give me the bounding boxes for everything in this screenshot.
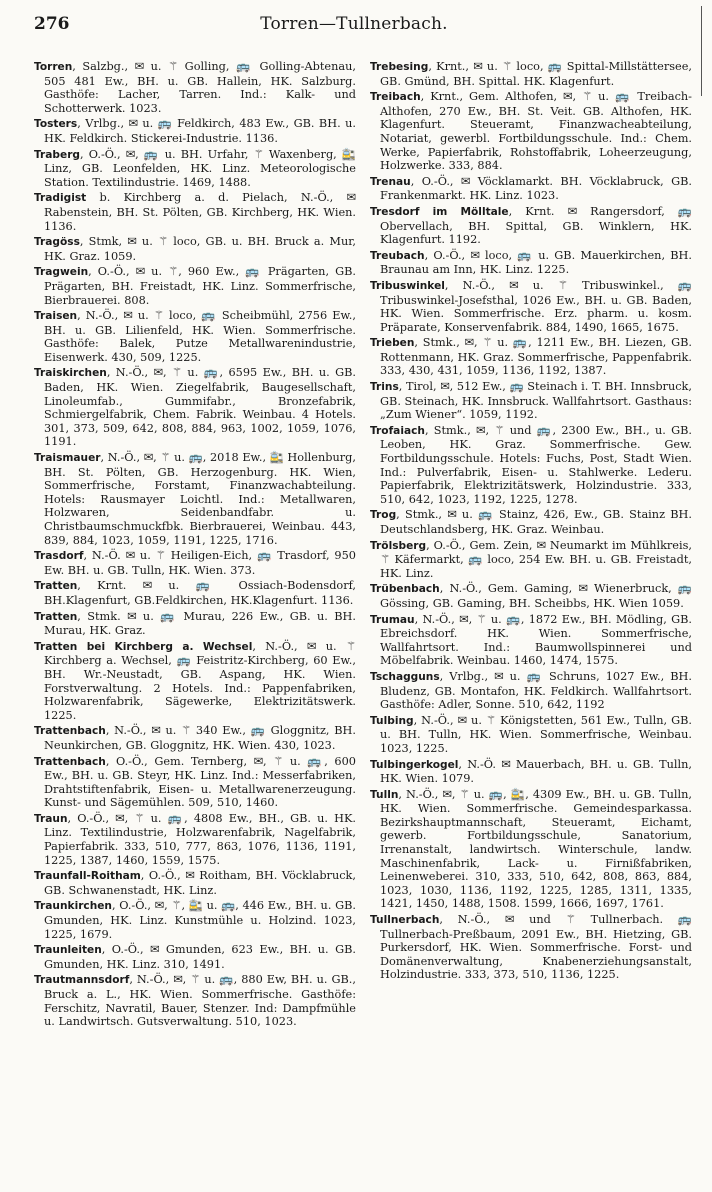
- entry-text: , N.-Ö. ✉ Mauerbach, BH. u. GB. Tulln, HK. Wien. 1079.: [380, 757, 692, 786]
- gazetteer-entry: [370, 788, 692, 911]
- entry-text: , N.-Ö., ✉ u. ⚚ 340 Ew., 🚌 Gloggnitz, BH. Neunkirchen, GB. Gloggnitz, HK. Wien. 430, 1023.: [44, 724, 356, 752]
- entry-text: , Krnt. ✉ u. 🚌 Ossiach-Bodensdorf, BH.Klagenfurt, GB.Feldkirchen, HK.Klagenfurt. 1136.: [44, 579, 356, 607]
- left-column: [34, 60, 356, 1031]
- entry-text: , Stmk., ✉, ⚚ und 🚌, 2300 Ew., BH., u. GB. Leoben, HK. Graz. Sommerfrische. Gew. Fortbildungsschule. Hotels: Fuchs, Post, Stadt Wien. Ind.: Pulverfabrik, Eisen- u. Stahlwerke. Lederu. Papierfabrik, Elektrizitätswerk, Holzindustrie. 333, 510, 642, 1023, 1192, 1225, 1278.: [380, 423, 692, 506]
- entry-headword: Tribuswinkel: [370, 279, 445, 292]
- entry-headword: Trumau: [370, 613, 415, 626]
- entry-text: , Stmk., ✉, ⚚ u. 🚌, 1211 Ew., BH. Liezen, GB. Rottenmann, HK. Graz. Sommerfrische, Pappenfabrik. 333, 430, 431, 1059, 1136, 1192, 1387.: [380, 336, 692, 378]
- entry-headword: Traisen: [34, 310, 78, 323]
- gazetteer-entry: [34, 640, 356, 723]
- entry-text: , Krnt., ✉ u. ⚚ loco, 🚌 Spittal-Millstättersee, GB. Gmünd, BH. Spittal. HK. Klagenfurt.: [380, 60, 692, 88]
- entry-text: , O.-Ö., ✉ Roitham, BH. Vöcklabruck, GB. Schwanenstadt, HK. Linz.: [44, 869, 356, 897]
- gazetteer-entry: [34, 755, 356, 810]
- entry-text: , N.-Ö., Gem. Gaming, ✉ Wienerbruck, 🚌 Gössing, GB. Gaming, BH. Scheibbs, HK. Wien 1059.: [380, 582, 692, 610]
- entry-text: , N.-Ö., ✉ u. ⚚ Kirchberg a. Wechsel, 🚌 Feistritz-Kirchberg, 60 Ew., BH. Wr.-Neustadt, GB. Aspang, HK. Wien. Forstverwaltung. 2 Hotels. Ind.: Pappenfabriken, Holzwarenfabrik, Sägewerke, Elektrizitätswerk. 1225.: [44, 639, 356, 722]
- entry-headword: Trasdorf: [34, 550, 84, 563]
- gazetteer-entry: [34, 549, 356, 577]
- gazetteer-entry: [34, 60, 356, 115]
- gazetteer-entry: [34, 943, 356, 971]
- entry-text: , O.-Ö., Gem. Ternberg, ✉, ⚚ u. 🚌, 600 Ew., BH. u. GB. Steyr, HK. Linz. Ind.: Messerfabriken, Drahtstiftenfabrik, Eisen- u. Metallwarenerzeugung. Kunst- und Sägemühlen. 509, 510, 1460.: [44, 754, 356, 810]
- entry-text: , Stmk., ✉ u. 🚌 Stainz, 426, Ew., GB. Stainz BH. Deutschlandsberg, HK. Graz. Weinbau.: [380, 508, 692, 536]
- entry-headword: Trog: [370, 509, 397, 522]
- entry-text: , O.-Ö., Gem. Zein, ✉ Neumarkt im Mühlkreis, ⚚ Käfermarkt, 🚌 loco, 254 Ew. BH. u. GB. Freistadt, HK. Linz.: [380, 538, 692, 580]
- entry-text: , Salzbg., ✉ u. ⚚ Golling, 🚌 Golling-Abtenau, 505 481 Ew., BH. u. GB. Hallein, HK. Salzburg. Gasthöfe: Lacher, Tarren. Ind.: Kalk- und Schotterwerk. 1023.: [44, 60, 356, 115]
- right-column: [370, 60, 692, 1031]
- entry-text: , O.-Ö., ✉ loco, 🚌 u. GB. Mauerkirchen, BH. Braunau am Inn, HK. Linz. 1225.: [380, 248, 692, 277]
- entry-headword: Trins: [370, 381, 399, 394]
- entry-headword: Trieben: [370, 337, 415, 350]
- gazetteer-entry: [370, 205, 692, 247]
- gazetteer-entry: [34, 366, 356, 449]
- entry-text: , O.-Ö., ✉ Gmunden, 623 Ew., BH. u. GB. Gmunden, HK. Linz. 310, 1491.: [44, 943, 356, 971]
- gazetteer-entry: [34, 148, 356, 190]
- entry-text: , N.-Ö., ✉ u. ⚚ Königstetten, 561 Ew., Tulln, GB. u. BH. Tulln, HK. Wien. Sommerfrische, Weinbau. 1023, 1225.: [380, 713, 692, 755]
- entry-headword: Trenau: [370, 175, 411, 188]
- gazetteer-entry: [370, 60, 692, 88]
- entry-headword: Tullnerbach: [370, 914, 440, 927]
- entry-headword: Treibach: [370, 91, 421, 104]
- entry-text: , N.-Ö. ✉ u. ⚚ Heiligen-Eich, 🚌 Trasdorf, 950 Ew. BH. u. GB. Tulln, HK. Wien. 373.: [44, 549, 356, 577]
- entry-text: , O.-Ö., ✉, ⚚ u. 🚌, 4808 Ew., BH., GB. u. HK. Linz. Textilindustrie, Holzwarenfabrik, Nagelfabrik, Papierfabrik. 333, 510, 777, 863, 1076, 1136, 1191, 1225, 1387, 1460, 1559, 1575.: [44, 811, 356, 867]
- gazetteer-entry: [370, 249, 692, 277]
- gazetteer-entry: [370, 508, 692, 536]
- entry-text: , Stmk. ✉ u. 🚌 Murau, 226 Ew., GB. u. BH. Murau, HK. Graz.: [44, 609, 356, 638]
- gazetteer-entry: [370, 90, 692, 173]
- page-header: [34, 14, 694, 44]
- gazetteer-entry: [34, 265, 356, 307]
- entry-text: b. Kirchberg a. d. Pielach, N.-Ö., ✉ Rabenstein, BH. St. Pölten, GB. Kirchberg, HK. Wien. 1136.: [44, 191, 356, 233]
- text-columns: [34, 60, 694, 1031]
- entry-text: , Stmk, ✉ u. ⚚ loco, GB. u. BH. Bruck a. Mur, HK. Graz. 1059.: [44, 235, 356, 263]
- entry-headword: Traun: [34, 812, 68, 825]
- entry-text: , N.-Ö., ✉ und ⚚ Tullnerbach. 🚌 Tullnerbach-Preßbaum, 2091 Ew., BH. Hietzing, GB. Purkersdorf, HK. Wien. Sommerfrische. Forst- und Domänenverwaltung, Knabenerziehungsanstalt, Holzindustrie. 333, 373, 510, 1136, 1225.: [380, 913, 692, 982]
- entry-headword: Torren: [34, 61, 73, 73]
- entry-headword: Trübenbach: [370, 583, 440, 596]
- gazetteer-entry: [34, 235, 356, 263]
- gazetteer-entry: [34, 812, 356, 867]
- entry-headword: Tragwein: [34, 266, 89, 279]
- gazetteer-entry: [34, 309, 356, 364]
- entry-headword: Tulbing: [370, 714, 414, 727]
- entry-headword: Tulln: [370, 788, 399, 801]
- gazetteer-entry: [34, 724, 356, 752]
- entry-text: , Krnt. ✉ Rangersdorf, 🚌 Obervellach, BH. Spittal, GB. Winklern, HK. Klagenfurt. 1192.: [380, 204, 692, 247]
- entry-text: , N.-Ö., ✉ u. ⚚ loco, 🚌 Scheibmühl, 2756 Ew., BH. u. GB. Lilienfeld, HK. Wien. Sommerfrische. Gasthöfe: Balek, Putze Metallwarenindustrie, Eisenwerk. 430, 509, 1225.: [44, 309, 356, 364]
- gazetteer-entry: [370, 670, 692, 712]
- entry-text: , Krnt., Gem. Althofen, ✉, ⚚ u. 🚌 Treibach-Althofen, 270 Ew., BH. St. Veit. GB. Althofen, HK. Klagenfurt. Steueramt, Finanzwacheabteilung, Notariat, gewerbl. Fortbildungsschule. Ind.: Chem. Werke, Papierfabrik, Rohstoffabrik, Loheerzeugung, Holzwerke. 333, 884.: [380, 90, 692, 173]
- entry-headword: Traiskirchen: [34, 367, 107, 380]
- gazetteer-entry: [370, 424, 692, 507]
- entry-text: , O.-Ö., ✉, ⚚, 🚉 u. 🚌, 446 Ew., BH. u. GB. Gmunden, HK. Linz. Kunstmühle u. Holzind. 1023, 1225, 1679.: [44, 899, 356, 941]
- margin-rule: [695, 6, 702, 96]
- entry-headword: Traunleiten: [34, 944, 102, 957]
- entry-headword: Tratten: [34, 610, 78, 623]
- gazetteer-entry: [34, 579, 356, 607]
- gazetteer-entry: [370, 913, 692, 982]
- gazetteer-entry: [370, 380, 692, 422]
- gazetteer-entry: [34, 451, 356, 547]
- entry-headword: Tresdorf im Mölltale: [370, 205, 509, 218]
- gazetteer-entry: [370, 714, 692, 756]
- page-number: 276: [34, 14, 70, 34]
- gazetteer-entry: [370, 582, 692, 610]
- entry-text: , Vrlbg., ✉ u. 🚌 Schruns, 1027 Ew., BH. Bludenz, GB. Montafon, HK. Feldkirch. Wallfahrtsort. Gasthöfe: Adler, Sonne. 510, 642, 1192: [380, 669, 692, 712]
- entry-headword: Tschagguns: [370, 670, 440, 683]
- entry-text: , O.-Ö., ✉ u. ⚚, 960 Ew., 🚌 Prägarten, GB. Prägarten, BH. Freistadt, HK. Linz. Sommerfrische, Bierbrauerei. 808.: [44, 265, 356, 307]
- entry-text: , N.-Ö., ✉, ⚚ u. 🚌, 🚉, 4309 Ew., BH. u. GB. Tulln, HK. Wien. Sommerfrische. Gemeindesparkassa. Bezirkshauptmannschaft, Steueramt, Eichamt, gewerb. Fortbildungsschule, Sanatorium, Irrenanstalt, landwirtsch. Winterschule, landw. Maschinenfabrik, Lack- u. Firnißfabriken, Leinenweberei. 310, 333, 510, 642, 808, 863, 884, 1023, 1030, 1136, 1192, 1225, 1285, 1311, 1335, 1421, 1450, 1488, 1508. 1599, 1666, 1697, 1761.: [380, 787, 692, 911]
- gazetteer-entry: [34, 869, 356, 897]
- entry-text: , Tirol, ✉, 512 Ew., 🚌 Steinach i. T. BH. Innsbruck, GB. Steinach, HK. Innsbruck. Wallfahrtsort. Gasthaus: „Zum Wiener“. 1059, 1192.: [380, 380, 692, 422]
- entry-headword: Tradigist: [34, 192, 87, 205]
- gazetteer-entry: [34, 973, 356, 1028]
- gazetteer-entry: [34, 610, 356, 638]
- entry-headword: Traismauer: [34, 452, 101, 465]
- entry-text: , O.-Ö., ✉, 🚌 u. BH. Urfahr, ⚚ Waxenberg, 🚉 Linz, GB. Leonfelden, HK. Linz. Meteorologische Station. Textilindustrie. 1469, 1488.: [44, 147, 356, 189]
- gazetteer-entry: [370, 279, 692, 334]
- entry-text: , O.-Ö., ✉ Vöcklamarkt. BH. Vöcklabruck, GB. Frankenmarkt. HK. Linz. 1023.: [380, 174, 692, 203]
- entry-headword: Traberg: [34, 148, 81, 161]
- gazetteer-entry: [34, 191, 356, 233]
- entry-text: , N.-Ö., ✉, ⚚ u. 🚌, 880 Ew, BH. u. GB., Bruck a. L., HK. Wien. Sommerfrische. Gasthöfe: Ferschitz, Navratil, Bauer, Stenzer. Ind: Dampfmühle u. Landwirtsch. Gutsverwaltung. 510, 1023.: [44, 973, 356, 1029]
- entry-headword: Trebesing: [370, 61, 429, 73]
- entry-headword: Tratten bei Kirchberg a. Wechsel: [34, 640, 253, 653]
- gazetteer-entry: [34, 117, 356, 145]
- entry-text: , N.-Ö., ✉, ⚚ u. 🚌, 1872 Ew., BH. Mödling, GB. Ebreichsdorf. HK. Wien. Sommerfrische, Wallfahrtsort. Ind.: Baumwollspinnerei und Möbelfabrik. Weinbau. 1460, 1474, 1575.: [380, 612, 692, 668]
- gazetteer-entry: [370, 175, 692, 203]
- entry-headword: Trautmannsdorf: [34, 974, 130, 987]
- entry-headword: Trattenbach: [34, 755, 106, 768]
- entry-headword: Tulbingerkogel: [370, 758, 459, 771]
- entry-text: , N.-Ö., ✉ u. ⚚ Tribuswinkel., 🚌 Tribuswinkel-Josefsthal, 1026 Ew., BH. u. GB. Baden, HK. Wien. Sommerfrische. Erz. pharm. u. kosm. Präparate, Konservenfabrik. 884, 1490, 1665, 1675.: [380, 278, 692, 334]
- gazetteer-entry: [370, 336, 692, 378]
- entry-text: , N.-Ö., ✉, ⚚ u. 🚌, 6595 Ew., BH. u. GB. Baden, HK. Wien. Ziegelfabrik, Baugesellschaft, Linoleumfab., Gummifabr., Bronzefabrik, Schmiergelfabrik, Chem. Fabrik. Weinbau. 4 Hotels. 301, 373, 509, 642, 808, 884, 963, 1002, 1059, 1076, 1191.: [44, 366, 356, 449]
- gazetteer-entry: [370, 613, 692, 668]
- entry-headword: Treubach: [370, 249, 425, 262]
- gazetteer-entry: [370, 758, 692, 786]
- entry-text: , N.-Ö., ✉, ⚚ u. 🚌, 2018 Ew., 🚉 Hollenburg, BH. St. Pölten, GB. Herzogenburg. HK. Wien, Sommerfrische, Forstamt, Finanzwachabteilung. Hotels: Rausmayer Loichtl. Ind.: Metallwaren, Holzwaren, Seidenbandfabr. u. Christbaumschmuckfbk. Bierbrauerei, Weinbau. 443, 839, 884, 1023, 1059, 1191, 1225, 1716.: [44, 451, 356, 547]
- gazetteer-entry: [370, 539, 692, 581]
- entry-headword: Tragöss: [34, 236, 80, 249]
- entry-headword: Traunkirchen: [34, 900, 112, 913]
- running-head: Torren—Tullnerbach.: [260, 14, 448, 34]
- entry-headword: Trattenbach: [34, 725, 106, 738]
- entry-text: , Vrlbg., ✉ u. 🚌 Feldkirch, 483 Ew., GB. BH. u. HK. Feldkirch. Stickerei-Industrie. 1136.: [44, 117, 356, 145]
- entry-headword: Traunfall-Roitham: [34, 870, 141, 883]
- entry-headword: Trofaiach: [370, 424, 425, 437]
- entry-headword: Tratten: [34, 580, 78, 593]
- entry-headword: Trölsberg: [370, 539, 427, 552]
- entry-headword: Tosters: [34, 118, 78, 131]
- gazetteer-entry: [34, 899, 356, 941]
